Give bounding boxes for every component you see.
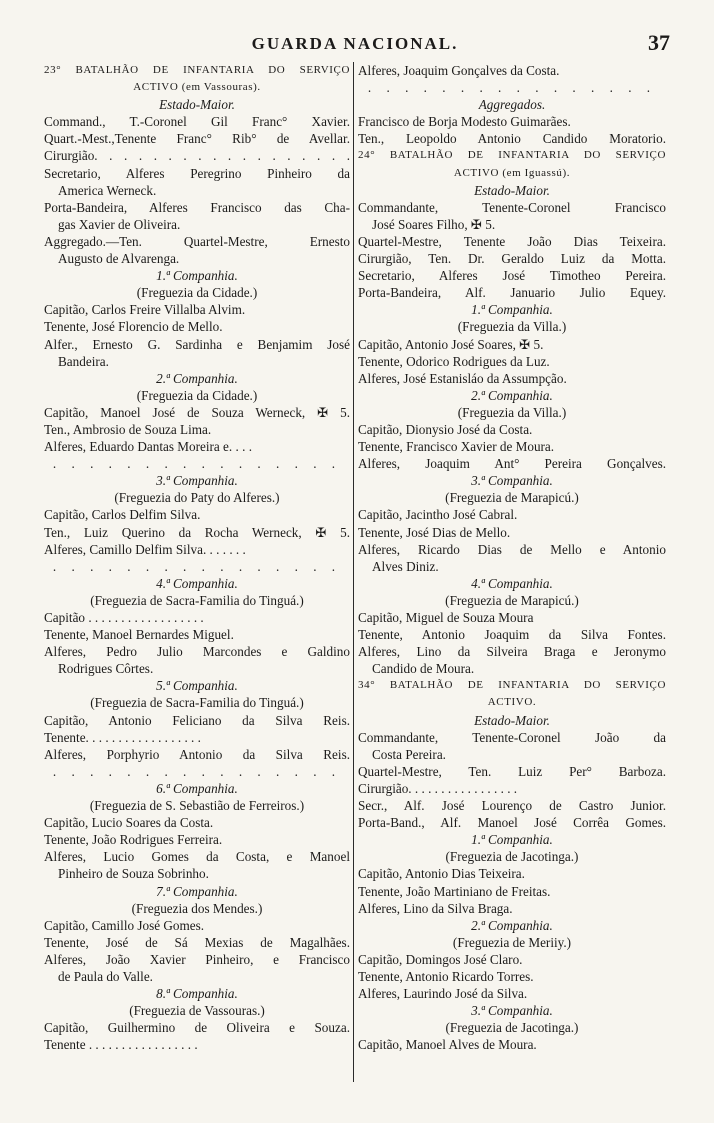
- right-column-line: Capitão, Antonio Dias Teixeira.: [358, 866, 525, 882]
- right-column-line: Quartel-Mestre, Tenente João Dias Teixeira.: [358, 233, 666, 249]
- page-header: [40, 30, 670, 56]
- right-column-line: Secr., Alf. José Lourenço de Castro Junior.: [358, 798, 666, 814]
- left-column-line: Secretario, Alferes Peregrino Pinheiro da: [44, 165, 350, 181]
- left-column-line: (Freguezia da Cidade.): [136, 387, 258, 403]
- left-column-line: 5.ª Companhia.: [156, 678, 238, 694]
- right-column-line: 2.ª Companhia.: [471, 917, 553, 933]
- right-column-line: Porta-Band., Alf. Manoel José Corrêa Gomes.: [358, 815, 666, 831]
- right-column-line: 1.ª Companhia.: [471, 302, 553, 318]
- right-column-line: (Freguezia de Marapicú.): [445, 490, 579, 506]
- right-column-line: Tenente, José Dias de Mello.: [358, 524, 511, 540]
- right-column-line: Candido de Moura.: [372, 661, 475, 677]
- left-column-line: 23° BATALHÃO DE INFANTARIA DO SERVIÇO: [44, 64, 350, 76]
- left-column-line: Bandeira.: [58, 353, 109, 369]
- left-column-line: Capitão . . . . . . . . . . . . . . . . . .: [44, 610, 204, 625]
- left-column-line: Augusto de Alvarenga.: [58, 251, 180, 267]
- left-column-line: Tenente, João Rodrigues Ferreira.: [44, 832, 223, 848]
- right-column-line: Capitão, Miguel de Souza Moura: [358, 610, 534, 625]
- right-column-line: Quartel-Mestre, Ten. Luiz Per° Barboza.: [358, 763, 666, 779]
- left-column-line: . . . . . . . . . . . . . . . .: [52, 763, 342, 779]
- running-title: GUARDA NACIONAL.: [251, 34, 459, 53]
- left-column-line: Command., T.-Coronel Gil Franc° Xavier.: [44, 114, 350, 130]
- left-column-line: Estado-Maior.: [159, 97, 235, 113]
- left-column-line: (Freguezia de Vassouras.): [129, 1003, 265, 1019]
- right-column-line: Capitão, Dionysio José da Costa.: [358, 421, 533, 437]
- left-column-line: Capitão, Guilhermino de Oliveira e Souza.: [44, 1020, 350, 1036]
- left-column-line: Rodrigues Côrtes.: [58, 661, 154, 677]
- right-column-line: Alferes, Ricardo Dias de Mello e Antonio: [358, 541, 666, 557]
- left-column-line: 7.ª Companhia.: [156, 883, 238, 899]
- right-column-line: Capitão, Manoel Alves de Moura.: [358, 1037, 537, 1053]
- right-column-line: ACTIVO (em Iguassú).: [453, 166, 571, 179]
- right-column-line: 3.ª Companhia.: [471, 473, 553, 489]
- left-column-line: (Freguezia de Sacra-Familia do Tinguá.): [90, 592, 304, 608]
- left-column-line: Aggregado.—Ten. Quartel-Mestre, Ernesto: [44, 233, 350, 249]
- left-column-line: Tenente, José Florencio de Mello.: [44, 319, 223, 335]
- left-column-line: Tenente . . . . . . . . . . . . . . . . .: [44, 1037, 198, 1053]
- left-column-line: 6.ª Companhia.: [156, 780, 238, 796]
- right-column: [358, 62, 666, 1092]
- right-column-line: Capitão, Domingos José Claro.: [358, 951, 523, 967]
- left-column-line: Cirurgião. . . . . . . . . . . . . . . . . .: [44, 148, 350, 164]
- left-column-line: (Freguezia da Cidade.): [136, 285, 258, 301]
- left-column-line: Tenente. . . . . . . . . . . . . . . . . .: [44, 729, 201, 745]
- left-column-line: Capitão, Lucio Soares da Costa.: [44, 815, 214, 831]
- left-column-line: . . . . . . . . . . . . . . . .: [52, 558, 342, 574]
- left-column-line: America Werneck.: [58, 182, 157, 198]
- left-column-line: Capitão, Carlos Freire Villalba Alvim.: [44, 302, 246, 318]
- right-column-line: 1.ª Companhia.: [471, 832, 553, 848]
- left-column: [44, 62, 350, 1092]
- left-column-line: Alfer., Ernesto G. Sardinha e Benjamim José: [44, 336, 350, 352]
- left-column-line: Alferes, Porphyrio Antonio da Silva Reis.: [44, 746, 350, 762]
- right-column-line: Aggregados.: [478, 97, 546, 113]
- right-column-line: Tenente, Antonio Joaquim da Silva Fontes.: [358, 627, 666, 643]
- right-column-line: José Soares Filho, ✠ 5.: [372, 216, 496, 232]
- right-column-line: (Freguezia de Meriiy.): [452, 934, 572, 950]
- right-column-line: . . . . . . . . . . . . . . . .: [367, 80, 657, 96]
- right-column-line: 3.ª Companhia.: [471, 1003, 553, 1019]
- left-column-line: Tenente, José de Sá Mexias de Magalhães.: [44, 934, 350, 950]
- right-column-line: Alferes, Lino da Silva Braga.: [358, 900, 513, 916]
- right-column-line: Alferes, Laurindo José da Silva.: [358, 986, 528, 1002]
- right-column-line: Porta-Bandeira, Alf. Januario Julio Equey.: [358, 285, 666, 301]
- right-column-line: Ten., Leopoldo Antonio Candido Moratorio.: [358, 131, 666, 147]
- left-column-line: Alferes, João Xavier Pinheiro, e Francisco: [44, 951, 350, 967]
- left-column-line: (Freguezia de S. Sebastião de Ferreiros.): [89, 798, 305, 814]
- right-column-line: Estado-Maior.: [474, 182, 550, 198]
- right-column-line: (Freguezia da Villa.): [457, 319, 567, 335]
- right-column-line: (Freguezia da Villa.): [457, 404, 567, 420]
- right-column-line: Alferes, Joaquim Ant° Pereira Gonçalves.: [358, 456, 666, 472]
- right-column-line: (Freguezia de Marapicú.): [445, 592, 579, 608]
- right-column-line: Cirurgião, Ten. Dr. Geraldo Luiz da Motta.: [358, 251, 666, 267]
- left-column-line: 2.ª Companhia.: [156, 370, 238, 386]
- left-column-line: Ten., Ambrosio de Souza Lima.: [44, 421, 212, 437]
- left-column-line: Alferes, Pedro Julio Marcondes e Galdino: [44, 644, 350, 660]
- left-column-line: Porta-Bandeira, Alferes Francisco das Cha-: [44, 199, 350, 215]
- right-column-line: (Freguezia de Jacotinga.): [445, 849, 579, 865]
- right-column-line: Capitão, Antonio José Soares, ✠ 5.: [358, 336, 544, 352]
- right-column-line: 24° BATALHÃO DE INFANTARIA DO SERVIÇO: [358, 149, 666, 162]
- left-column-line: 8.ª Companhia.: [156, 986, 238, 1002]
- right-column-line: Cirurgião. . . . . . . . . . . . . . . . .: [358, 780, 518, 796]
- right-column-line: Alferes, Lino da Silveira Braga e Jeronymo: [358, 644, 666, 660]
- left-column-line: Capitão, Camillo José Gomes.: [44, 917, 205, 933]
- left-column-line: Capitão, Carlos Delfim Silva.: [44, 507, 201, 523]
- left-column-line: de Paula do Valle.: [58, 968, 153, 984]
- right-column-line: ACTIVO.: [487, 696, 537, 709]
- left-column-line: Capitão, Antonio Feliciano da Silva Reis.: [44, 712, 350, 728]
- right-column-line: Tenente, Odorico Rodrigues da Luz.: [358, 353, 550, 369]
- right-column-line: Commandante, Tenente-Coronel Francisco: [358, 199, 666, 215]
- right-column-line: 4.ª Companhia.: [471, 575, 553, 591]
- left-column-line: . . . . . . . . . . . . . . . .: [52, 456, 342, 472]
- left-column-line: (Freguezia do Paty do Alferes.): [114, 490, 280, 506]
- right-column-line: 2.ª Companhia.: [471, 387, 553, 403]
- right-column-line: Estado-Maior.: [474, 712, 550, 728]
- left-column-line: gas Xavier de Oliveira.: [58, 216, 181, 232]
- left-column-line: 3.ª Companhia.: [156, 473, 238, 489]
- left-column-line: 1.ª Companhia.: [156, 268, 238, 284]
- left-column-line: Alferes, Lucio Gomes da Costa, e Manoel: [44, 849, 350, 865]
- right-column-line: Costa Pereira.: [372, 746, 446, 762]
- left-column-line: Quart.-Mest.,Tenente Franc° Rib° de Avellar.: [44, 131, 350, 147]
- column-divider: [353, 62, 354, 1082]
- right-column-line: Alves Diniz.: [372, 558, 439, 574]
- right-column-line: Secretario, Alferes José Timotheo Pereira.: [358, 268, 666, 284]
- left-column-line: Ten., Luiz Querino da Rocha Werneck, ✠ 5.: [44, 524, 350, 540]
- right-column-line: Capitão, Jacintho José Cabral.: [358, 507, 518, 523]
- left-column-line: Capitão, Manoel José de Souza Werneck, ✠ 5.: [44, 404, 350, 420]
- left-column-line: (Freguezia dos Mendes.): [131, 900, 263, 916]
- right-column-line: Francisco de Borja Modesto Guimarães.: [358, 114, 571, 130]
- page-number: 37: [648, 30, 670, 55]
- left-column-line: Tenente, Manoel Bernardes Miguel.: [44, 627, 234, 643]
- right-column-line: 34° BATALHÃO DE INFANTARIA DO SERVIÇO: [358, 679, 666, 692]
- right-column-line: Commandante, Tenente-Coronel João da: [358, 729, 666, 745]
- right-column-line: Tenente, Francisco Xavier de Moura.: [358, 439, 555, 455]
- right-column-line: Alferes, José Estanisláo da Assumpção.: [358, 370, 567, 386]
- right-column-line: Alferes, Joaquim Gonçalves da Costa.: [358, 63, 560, 78]
- right-column-line: (Freguezia de Jacotinga.): [445, 1020, 579, 1036]
- left-column-line: Alferes, Camillo Delfim Silva. . . . . . .: [44, 541, 246, 557]
- left-column-line: Alferes, Eduardo Dantas Moreira e. . . .: [44, 439, 252, 455]
- left-column-line: ACTIVO (em Vassouras).: [133, 81, 261, 94]
- right-column-line: Tenente, Antonio Ricardo Torres.: [358, 968, 534, 984]
- left-column-line: Pinheiro de Souza Sobrinho.: [58, 866, 209, 882]
- left-column-line: (Freguezia de Sacra-Familia do Tinguá.): [90, 695, 304, 711]
- right-column-line: Tenente, João Martiniano de Freitas.: [358, 883, 551, 899]
- left-column-line: 4.ª Companhia.: [156, 575, 238, 591]
